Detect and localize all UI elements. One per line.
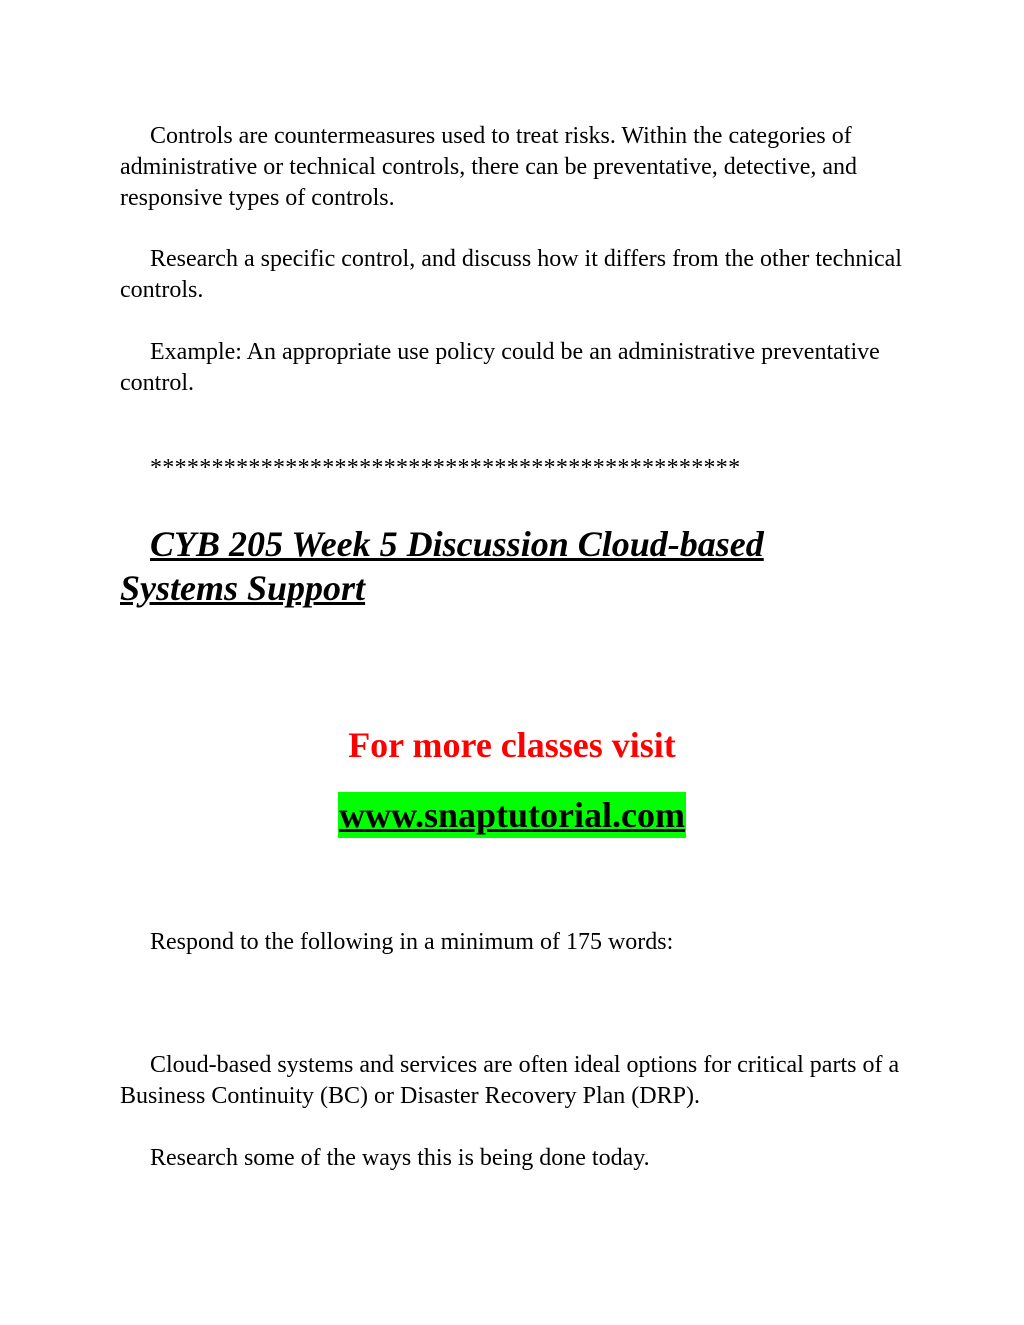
example-paragraph: Example: An appropriate use policy could be an administrative preventative control.	[120, 339, 880, 396]
cloud-intro-paragraph: Cloud-based systems and services are often ideal options for critical parts of a Business Continuity (BC) or Disaster Recovery Plan (DRP).	[120, 1052, 900, 1109]
discussion-title: CYB 205 Week 5 Discussion Cloud-based Systems Support	[120, 524, 764, 608]
promo-link-row	[0, 792, 1024, 838]
controls-intro-paragraph: Controls are countermeasures used to treat risks. Within the categories of administrative or technical controls, there can be preventative, detective, and responsive types of controls.	[120, 123, 858, 211]
respond-instruction-paragraph: Respond to the following in a minimum of 175 words:	[150, 929, 674, 955]
research-control-paragraph: Research a specific control, and discuss how it differs from the other technical controls.	[120, 246, 902, 303]
asterisk-separator: ************************************************	[150, 455, 741, 481]
snaptutorial-link[interactable]: www.snaptutorial.com	[338, 792, 686, 838]
research-ways-paragraph: Research some of the ways this is being done today.	[150, 1145, 650, 1171]
visit-promo-text: For more classes visit	[348, 725, 676, 765]
